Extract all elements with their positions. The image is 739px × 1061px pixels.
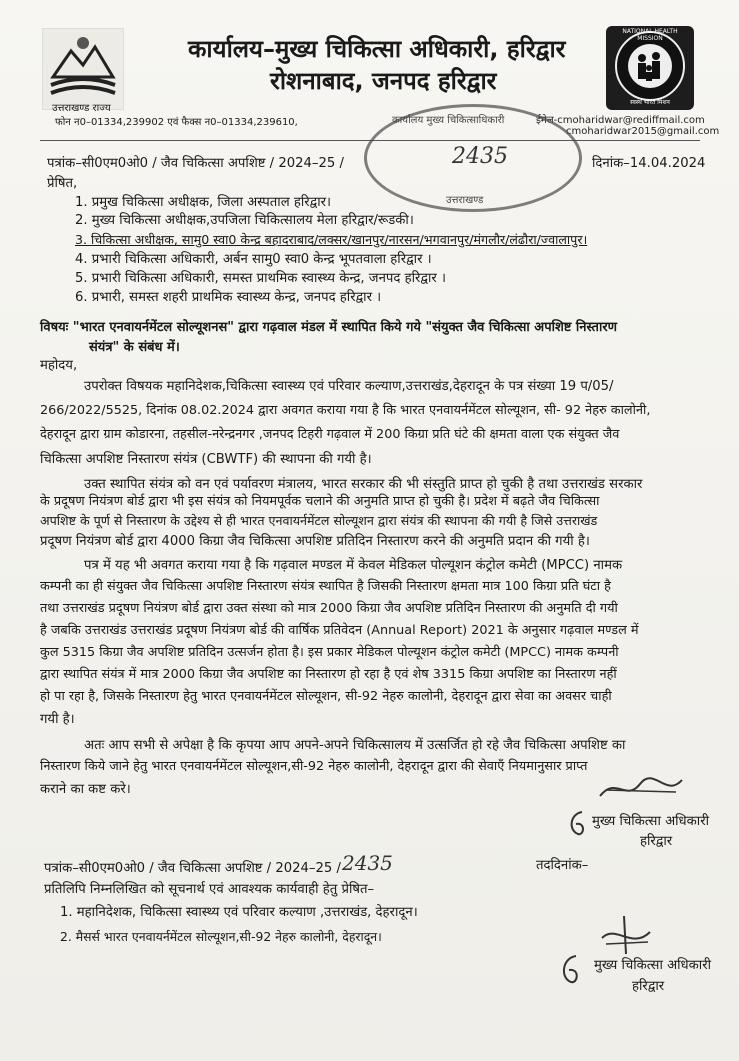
nhm-logo-caption: स्वस्थ भारत मिशन xyxy=(630,99,670,106)
recipient-item: 2. मुख्य चिकित्सा अधीक्षक,उपजिला चिकित्सालय मेला हरिद्वार/रूडकी। xyxy=(75,213,414,228)
letter-ref-number: पत्रांक–सी0एम0ओ0 / जैव चिकित्सा अपशिष्ट / 2024–25 / xyxy=(47,156,344,171)
nhm-logo-text: NATIONAL HEALTH MISSION xyxy=(622,28,678,42)
copy-intro: प्रतिलिपि निम्नलिखित को सूचनार्थ एवं आवश्यक कार्यवाही हेतु प्रेषित– xyxy=(44,882,375,897)
copy-date: तददिनांक– xyxy=(536,858,589,873)
stamp-top-text: कार्यालय मुख्य चिकित्साधिकारी xyxy=(392,115,505,126)
state-caption: उत्तराखण्ड राज्य xyxy=(52,103,111,114)
copy-ref-number: पत्रांक–सी0एम0ओ0 / जैव चिकित्सा अपशिष्ट / 2024–25 / xyxy=(44,861,341,876)
recipient-item: 6. प्रभारी, समस्त शहरी प्राथमिक स्वास्थ्य केन्द्र, जनपद हरिद्वार । xyxy=(75,290,382,305)
signatory-title: मुख्य चिकित्सा अधिकारी xyxy=(594,958,712,973)
body-line: अपशिष्ट के पूर्ण से निस्तारण के उद्देश्य से ही भारत एनवायर्नमेंटल सोल्यूशन द्वारा संयंत्र की स्थापना की गयी है जिसे उत्तराखंड xyxy=(40,513,598,528)
office-address: रोशनाबाद, जनपद हरिद्वार xyxy=(270,67,497,95)
signatory-title: मुख्य चिकित्सा अधिकारी xyxy=(592,814,710,829)
phone-fax: फोन न0–01334,239902 एवं फैक्स न0–01334,239610, xyxy=(55,117,298,128)
body-line: प्रदूषण नियंत्रण बोर्ड द्वारा 4000 किग्रा जैव चिकित्सा अपशिष्ट प्रतिदिन निस्तारण करने की अनुमति प्रदान की गयी है। xyxy=(40,534,590,549)
recipient-item: 3. चिकित्सा अधीक्षक, सामु0 स्वा0 केन्द्र बहादराबाद/लक्सर/खानपुर/नारसन/भगवानपुर/मंगलौर/लंढौरा/ज्वालापुर। xyxy=(75,232,588,247)
salutation: महोदय, xyxy=(40,358,78,373)
body-line: उक्त स्थापित संयंत्र को वन एवं पर्यावरण मंत्रालय, भारत सरकार की भी संस्तुति प्राप्त हो चुकी है तथा उत्तराखंड सरकार xyxy=(84,477,643,492)
handwritten-signature xyxy=(596,914,656,958)
subject-line: विषयः "भारत एनवायर्नमेंटल सोल्यूशनस" द्वारा गढ़वाल मंडल में स्थापित किये गये "संयुक्त जैव चिकित्सा अपशिष्ट निस्तारण xyxy=(40,320,618,335)
body-line: कम्पनी का ही संयुक्त जैव चिकित्सा अपशिष्ट निस्तारण संयंत्र स्थापित है जिसकी निस्तारण क्षमता मात्र 100 किग्रा प्रति घंटा है xyxy=(40,579,611,594)
recipient-item: 5. प्रभारी चिकित्सा अधिकारी, समस्त प्राथमिक स्वास्थ्य केन्द्र, जनपद हरिद्वार । xyxy=(75,271,446,286)
body-line: के प्रदूषण नियंत्रण बोर्ड द्वारा भी इस संयंत्र को नियमपूर्वक चलाने की अनुमति प्राप्त हो चुकी है। प्रदेश में बढ़ते जैव चिकित्सा xyxy=(40,494,600,509)
signatory-place: हरिद्वार xyxy=(632,979,665,994)
letter-date: दिनांक–14.04.2024 xyxy=(592,156,706,171)
body-line: गयी है। xyxy=(40,712,75,727)
handwritten-initial xyxy=(558,952,582,988)
body-line: निस्तारण किये जाने हेतु भारत एनवायर्नमेंटल सोल्यूशन,सी-92 नेहरु कालोनी, देहरादून द्वारा की सेवाएँ नियमानुसार प्राप्त xyxy=(40,759,588,774)
signatory-place: हरिद्वार xyxy=(640,834,673,849)
body-line: हो पा रहा है, जिसके निस्तारण हेतु भारत एनवायर्नमेंटल सोल्यूशन, सी-92 नेहरु कालोनी, देहरादून द्वारा सेवा का अवसर चाही xyxy=(40,689,612,704)
office-title: कार्यालय–मुख्य चिकित्सा अधिकारी, हरिद्वार xyxy=(188,35,566,63)
subject-line: संयंत्र" के संबंध में। xyxy=(89,340,180,355)
recipient-item: 4. प्रभारी चिकित्सा अधिकारी, अर्बन सामु0 स्वा0 केन्द्र भूपतवाला हरिद्वार । xyxy=(75,252,432,267)
handwritten-signature xyxy=(596,772,686,804)
body-line: तथा उत्तराखंड प्रदूषण नियंत्रण बोर्ड द्वारा उक्त संस्था को मात्र 2000 किग्रा जैव अपशिष्ट प्रतिदिन निस्तारण की अनुमति दी गयी xyxy=(40,601,618,616)
body-line: है जबकि उत्तराखंड उत्तराखंड प्रदूषण नियंत्रण बोर्ड की वार्षिक प्रतिवेदन (Annual Report) 2021 के अनुसार गढ़वाल मण्डल में xyxy=(40,623,639,638)
stamp-number: 2435 xyxy=(452,144,508,169)
national-health-mission-logo xyxy=(606,26,694,110)
copy-item: 1. महानिदेशक, चिकित्सा स्वास्थ्य एवं परिवार कल्याण ,उत्तराखंड, देहरादून। xyxy=(60,905,418,920)
to-label: प्रेषित, xyxy=(47,176,78,191)
stamp-bottom-text: उत्तराखण्ड xyxy=(446,195,484,206)
body-line: द्वारा स्थापित संयंत्र में मात्र 2000 किग्रा जैव अपशिष्ट का निस्तारण हो रहा है एवं शेष 3315 किग्रा अपशिष्ट का निस्तारण नहीं xyxy=(40,667,617,682)
body-line: देहरादून द्वारा ग्राम कोडारना, तहसील-नरेन्द्रनगर ,जनपद टिहरी गढ़वाल में 200 किग्रा प्रति घंटे की क्षमता वाला एक संयुक्त जैव xyxy=(40,427,620,442)
email-secondary[interactable]: cmoharidwar2015@gmail.com xyxy=(566,126,720,137)
handwritten-initial xyxy=(566,808,588,840)
body-line: कुल 5315 किग्रा जैव अपशिष्ट प्रतिदिन उत्सर्जन होता है। इस प्रकार मेडिकल पोल्यूशन कंट्रोल कमेटी (MPCC) नामक कम्पनी xyxy=(40,645,619,660)
copy-item: 2. मैसर्स भारत एनवायर्नमेंटल सोल्यूशन,सी-92 नेहरु कालोनी, देहरादून। xyxy=(60,929,382,944)
email-primary[interactable]: ईमेल-cmoharidwar@rediffmail.com xyxy=(536,115,705,126)
body-line: अतः आप सभी से अपेक्षा है कि कृपया आप अपने-अपने चिकित्सालय में उत्सर्जित हो रहे जैव चिकित्सा अपशिष्ट का xyxy=(84,738,626,753)
body-line: पत्र में यह भी अवगत कराया गया है कि गढ़वाल मण्डल में केवल मेडिकल पोल्यूशन कंट्रोल कमेटी (MPCC) नामक xyxy=(84,558,623,573)
copy-ref-handwritten-number: 2435 xyxy=(342,851,393,875)
body-line: उपरोक्त विषयक महानिदेशक,चिकित्सा स्वास्थ्य एवं परिवार कल्याण,उत्तराखंड,देहरादून के पत्र संख्या 19 प/05/ xyxy=(84,379,614,394)
body-line: चिकित्सा अपशिष्ट निस्तारण संयंत्र (CBWTF) की स्थापना की गयी है। xyxy=(40,452,372,467)
recipient-item: 1. प्रमुख चिकित्सा अधीक्षक, जिला अस्पताल हरिद्वार। xyxy=(75,195,332,210)
uttarakhand-emblem-logo xyxy=(42,28,124,110)
body-line: कराने का कष्ट करे। xyxy=(40,782,131,797)
body-line: 266/2022/5525, दिनांक 08.02.2024 द्वारा अवगत कराया गया है कि भारत एनवायर्नमेंटल सोल्यूशन, सी- 92 नेहरु कालोनी, xyxy=(40,403,651,418)
